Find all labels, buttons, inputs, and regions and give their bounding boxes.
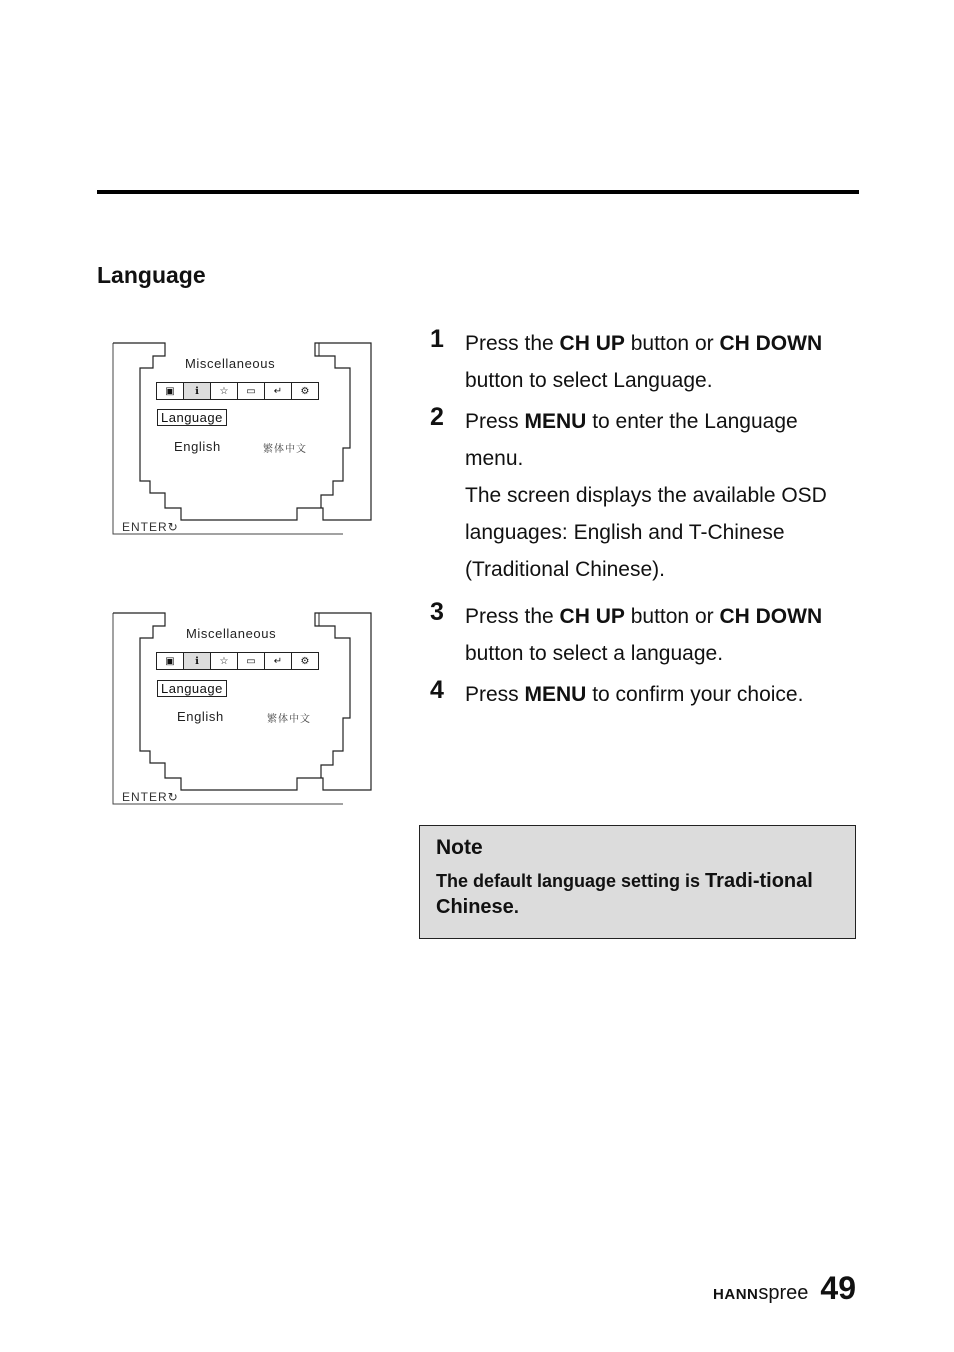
- step-text: Press the: [465, 332, 560, 355]
- info-icon: ℹ: [184, 383, 211, 399]
- top-rule: [97, 190, 859, 194]
- star-icon: ☆: [211, 383, 238, 399]
- misc-icon: ⚙: [300, 385, 310, 397]
- return-icon: ↵: [265, 383, 292, 399]
- step-text: button to select a language.: [465, 642, 724, 665]
- step-key: CH UP: [559, 605, 625, 628]
- osd-enter-text: ENTER: [122, 520, 168, 534]
- osd-menu-title: Miscellaneous: [185, 356, 276, 371]
- picture-icon: ▣: [157, 383, 184, 399]
- osd-option-english: English: [174, 439, 221, 454]
- brand-light: spree: [758, 1282, 809, 1304]
- step-key: MENU: [524, 410, 587, 433]
- osd-enter-label: [122, 520, 179, 534]
- step-1: [430, 325, 860, 399]
- step-number: 3: [430, 598, 444, 626]
- note-text-end: .: [513, 897, 519, 917]
- step-number: 2: [430, 403, 444, 431]
- osd-selected-item: Language: [157, 409, 227, 426]
- osd-screen-2: [105, 608, 380, 808]
- step-text: Press the: [465, 605, 560, 628]
- step-text: to confirm your choice.: [586, 683, 804, 706]
- picture-icon: ▣: [157, 653, 184, 669]
- step-text: to enter the Language menu.: [465, 410, 798, 470]
- step-2: [430, 403, 860, 588]
- screen-icon: ▭: [238, 653, 265, 669]
- osd-menu-title: Miscellaneous: [186, 626, 277, 641]
- step-detail: The screen displays the available OSD languages: English and T-Chinese (Traditional Chinese).: [465, 484, 827, 581]
- enter-arrow-icon: ↻: [167, 520, 179, 534]
- star-icon: ☆: [211, 653, 238, 669]
- misc-icon: ⚙: [300, 655, 310, 667]
- note-title: Note: [436, 836, 483, 859]
- osd-enter-label: [122, 790, 179, 804]
- osd-tab-bar: [156, 382, 319, 400]
- steps-list: [430, 325, 860, 717]
- page-footer: [713, 1270, 856, 1307]
- step-text: Press: [465, 683, 525, 706]
- step-key: CH DOWN: [719, 605, 823, 628]
- note-text: The default language setting is: [436, 871, 706, 891]
- step-text: Press: [465, 410, 525, 433]
- step-text: button or: [624, 605, 720, 628]
- osd-enter-text: ENTER: [122, 790, 168, 804]
- step-3: [430, 598, 860, 672]
- note-emphasis: Tradi-tional Chinese: [436, 870, 813, 918]
- section-title: Language: [97, 262, 206, 288]
- step-number: 4: [430, 676, 444, 704]
- step-key: MENU: [524, 683, 587, 706]
- osd-selected-item: Language: [157, 680, 227, 697]
- note-body: [436, 868, 839, 920]
- step-key: CH DOWN: [719, 332, 823, 355]
- step-key: CH UP: [559, 332, 625, 355]
- page-number: 49: [820, 1270, 856, 1306]
- step-text: button or: [624, 332, 720, 355]
- screen-icon: ▭: [238, 383, 265, 399]
- step-number: 1: [430, 325, 444, 353]
- note-box: [419, 825, 856, 939]
- info-icon: ℹ: [184, 653, 211, 669]
- osd-tab-bar: [156, 652, 319, 670]
- brand-bold: HANN: [713, 1286, 759, 1303]
- osd-option-chinese: 繁体中文: [263, 444, 307, 455]
- osd-option-chinese: 繁体中文: [267, 714, 311, 725]
- osd-screen-1: [105, 338, 380, 538]
- enter-arrow-icon: ↻: [167, 790, 179, 804]
- step-4: [430, 676, 860, 713]
- brand-logo: [713, 1282, 808, 1305]
- return-icon: ↵: [265, 653, 292, 669]
- osd-option-english: English: [177, 709, 224, 724]
- step-text: button to select Language.: [465, 369, 713, 392]
